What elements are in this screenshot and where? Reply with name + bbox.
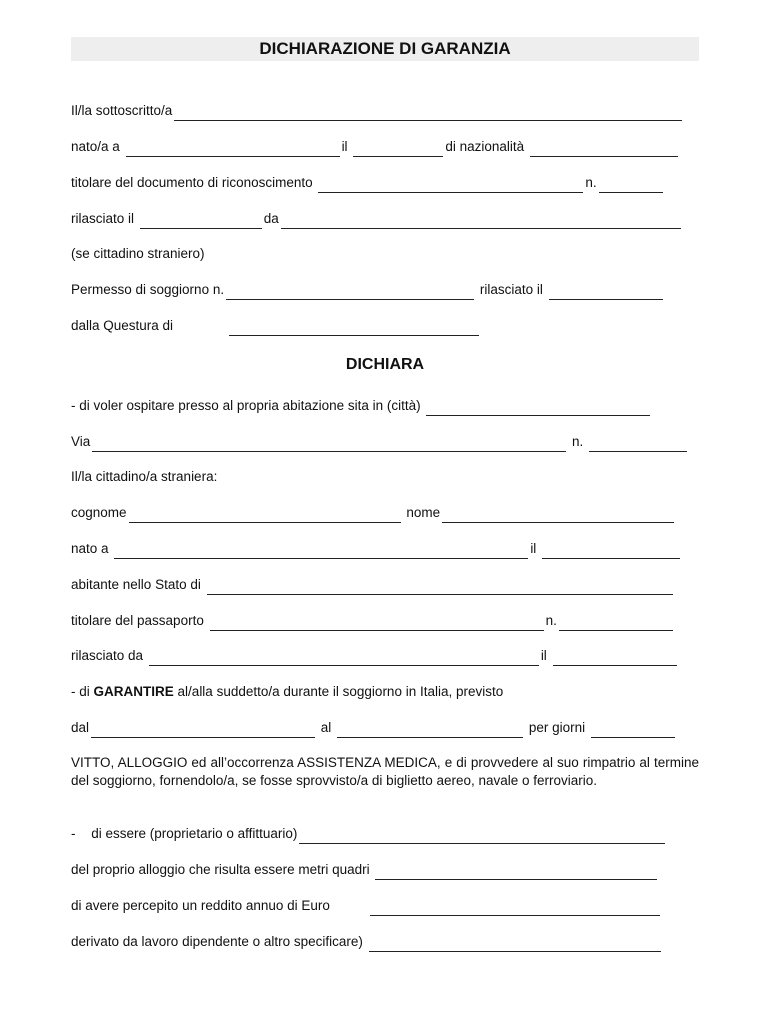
document-title: DICHIARAZIONE DI GARANZIA (259, 39, 511, 58)
field-metri[interactable] (375, 863, 657, 880)
line-rilasciato (71, 209, 697, 229)
line-straniero (71, 244, 697, 264)
label-di: - di (71, 684, 90, 699)
field-rilasciato-da[interactable] (149, 649, 539, 666)
title-bar (71, 37, 699, 61)
line-citta (71, 396, 697, 416)
label-straniero: (se cittadino straniero) (71, 246, 205, 261)
label-nato-il: il (530, 541, 537, 556)
label-proprietario: di essere (proprietario o affittuario) (91, 826, 298, 841)
label-via: Via (71, 434, 91, 449)
label-documento: titolare del documento di riconoscimento (71, 175, 313, 190)
label-citta: - di voler ospitare presso al propria abitazione sita in (città) (71, 398, 421, 413)
field-reddito[interactable] (370, 899, 660, 916)
field-rilasciato-data[interactable] (553, 649, 677, 666)
label-dal: dal (71, 720, 90, 735)
label-cognome: cognome (71, 505, 127, 520)
field-passaporto[interactable] (210, 614, 544, 631)
line-passaporto (71, 611, 697, 631)
line-questura (71, 316, 697, 336)
field-cognome[interactable] (129, 506, 401, 523)
line-proprietario (71, 824, 697, 844)
line-sottoscritto (71, 101, 697, 121)
paragraph-vitto: VITTO, ALLOGGIO ed all’occorrenza ASSISTENZA MEDICA, e di provvedere al suo rimpatrio al termine del soggiorno, fornendolo/a, se fosse sprovvisto/a di biglietto aereo, navale o ferroviario. (71, 755, 699, 788)
line-garantire (71, 682, 697, 702)
label-nazionalita: di nazionalità (445, 139, 525, 154)
field-nato-luogo[interactable] (114, 542, 528, 559)
label-garantire: GARANTIRE (93, 684, 174, 699)
line-cognome-nome (71, 503, 697, 523)
label-straniera: Il/la cittadino/a straniera: (71, 469, 218, 484)
label-nato-a: nato/a a (71, 139, 120, 154)
label-stato: abitante nello Stato di (71, 577, 201, 592)
field-al[interactable] (337, 721, 523, 738)
field-documento[interactable] (318, 176, 583, 193)
field-questura[interactable] (229, 319, 479, 336)
field-passaporto-numero[interactable] (559, 614, 673, 631)
field-citta[interactable] (426, 399, 650, 416)
field-doc-numero[interactable] (599, 176, 663, 193)
field-sottoscritto[interactable] (174, 104, 682, 121)
field-nato-data[interactable] (542, 542, 680, 559)
field-nazionalita[interactable] (530, 140, 678, 157)
label-nome: nome (406, 505, 441, 520)
label-il: il (341, 139, 348, 154)
field-dal[interactable] (91, 721, 315, 738)
field-lavoro[interactable] (369, 935, 661, 952)
label-metri: del proprio alloggio che risulta essere metri quadri (71, 862, 370, 877)
label-al: al (320, 720, 332, 735)
label-civico: n. (572, 434, 584, 449)
field-nome[interactable] (442, 506, 674, 523)
label-questura: dalla Questura di (71, 318, 174, 333)
section-dichiara: DICHIARA (345, 356, 425, 373)
line-lavoro (71, 932, 697, 952)
field-proprietario[interactable] (299, 827, 665, 844)
label-per-giorni: per giorni (528, 720, 586, 735)
line-periodo (71, 718, 697, 738)
field-luogo-nascita[interactable] (126, 140, 340, 157)
label-rilasciato-il2: il (540, 648, 547, 663)
line-permesso (71, 280, 697, 300)
label-permesso-rilasciato: rilasciato il (479, 282, 543, 297)
field-permesso-numero[interactable] (226, 283, 474, 300)
label-rilasciato-il: rilasciato il (71, 211, 135, 226)
label-sottoscritto: Il/la sottoscritto/a (71, 103, 173, 118)
label-nato: nato a (71, 541, 109, 556)
label-passaporto-numero: n. (545, 613, 557, 628)
line-nascita (71, 137, 697, 157)
label-garantire-testo: al/alla suddetto/a durante il soggiorno in Italia, previsto (177, 684, 504, 699)
field-rilascio-ente[interactable] (281, 212, 681, 229)
label-doc-numero: n. (585, 175, 597, 190)
line-reddito (71, 896, 697, 916)
line-documento (71, 173, 697, 193)
field-permesso-data[interactable] (549, 283, 663, 300)
label-reddito: di avere percepito un reddito annuo di Euro (71, 898, 330, 913)
field-via[interactable] (92, 435, 566, 452)
line-metri (71, 860, 697, 880)
label-passaporto: titolare del passaporto (71, 613, 204, 628)
label-permesso: Permesso di soggiorno n. (71, 282, 225, 297)
field-data-nascita[interactable] (353, 140, 443, 157)
label-dash: - (71, 826, 76, 841)
line-stato (71, 575, 697, 595)
line-nato-straniero (71, 539, 697, 559)
field-giorni[interactable] (591, 721, 675, 738)
field-rilascio-data[interactable] (140, 212, 262, 229)
field-civico[interactable] (589, 435, 687, 452)
field-stato[interactable] (207, 578, 673, 595)
line-rilasciato-da (71, 646, 697, 666)
label-da: da (263, 211, 279, 226)
label-rilasciato-da: rilasciato da (71, 648, 144, 663)
label-lavoro: derivato da lavoro dipendente o altro specificare) (71, 934, 363, 949)
line-straniera (71, 467, 697, 487)
line-via (71, 432, 697, 452)
